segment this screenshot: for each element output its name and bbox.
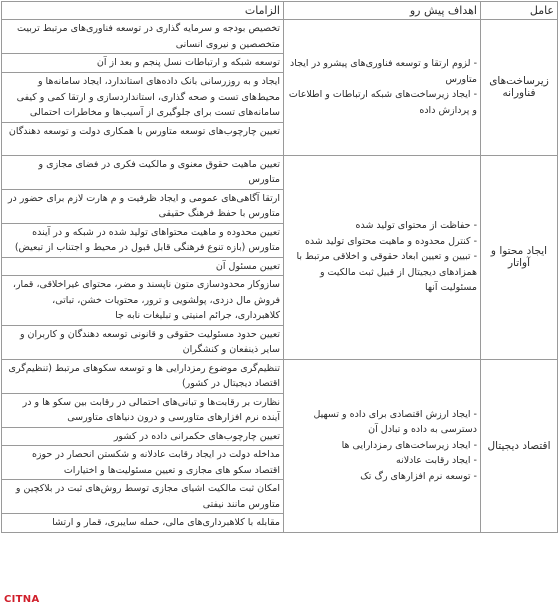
header-factor: عامل [481, 2, 558, 20]
table-row [2, 155, 558, 189]
goals-cell [284, 155, 481, 359]
requirement-cell: تنظیم‌گری موضوع رمزدارایی ها و توسعه سکوهای مرتبط (تنظیم‌گری اقتصاد دیجیتال در کشور) [2, 359, 284, 393]
requirement-cell: ارتقا آگاهی‌های عمومی و ایجاد ظرفیت و م هارت لازم برای حضور در متاورس با حفظ فرهنگ حقیقی [2, 189, 284, 223]
goal-item: - حفاظت از محتوای تولید شده [355, 220, 477, 232]
requirement-cell: مقابله با کلاهبرداری‌های مالی، حمله سایبری، قمار و ارتشا [2, 514, 284, 533]
goals-cell [284, 359, 481, 532]
requirement-cell: تعیین مسئول آن [2, 257, 284, 276]
requirement-cell: نظارت بر رقابت‌ها و تبانی‌های احتمالی در رقابت بین سکو ها و در آینده نرم افزارهای متاورسی و درون دنیاهای متاورسی [2, 393, 284, 427]
header-goals: اهداف پیش رو [284, 2, 481, 20]
requirement-cell: تخصیص بودجه و سرمایه گذاری در توسعه فناوری‌های مرتبط تربیت متخصصین و نیروی انسانی [2, 20, 284, 54]
requirement-cell: تعیین چارچوب‌های توسعه متاورس با همکاری دولت و توسعه دهندگان [2, 122, 284, 155]
goal-item: - کنترل محدوده و ماهیت محتوای تولید شده [304, 235, 477, 247]
goal-item: - تبیین و تعیین ابعاد حقوقی و اخلاقی مرتبط با همزادهای دیجیتال از قبیل ثبت مالکیت و مسئولیت آنها [296, 251, 477, 294]
factor-cell: ایجاد محتوا و آواتار [481, 155, 558, 359]
factor-cell: زیرساخت‌های فناورانه [481, 20, 558, 156]
requirement-cell: تعیین ماهیت حقوق معنوی و مالکیت فکری در فضای مجازی و متاورس [2, 155, 284, 189]
goals-cell [284, 20, 481, 156]
requirements-table [1, 1, 558, 533]
goal-item: - ایجاد زیرساخت‌های شبکه ارتباطات و اطلاعات و پردازش داده [288, 89, 477, 116]
requirement-cell: توسعه شبکه و ارتباطات نسل پنجم و بعد از آن [2, 54, 284, 73]
goal-item: - ایجاد ارزش اقتصادی برای داده و تسهیل دسترسی به داده و تبادل آن [313, 408, 477, 436]
goal-item: - لزوم ارتقا و توسعه فناوری‌های پیشرو در ایجاد متاورس [290, 58, 477, 85]
table-header-row [2, 2, 558, 20]
requirement-cell: تعیین محدوده و ماهیت محتواهای تولید شده در شبکه و در آینده متاورس (بازه تنوع فرهنگی قابل قبول در محیط و اجتناب از تبعیض) [2, 223, 284, 257]
goal-item: - توسعه نرم افزارهای رگ تک [360, 470, 477, 482]
header-requirements: الزامات [2, 2, 284, 20]
requirement-cell: تعیین حدود مسئولیت حقوقی و قانونی توسعه دهندگان و کاربران و سایر ذینفعان و کنشگران [2, 325, 284, 359]
factor-cell: اقتصاد دیجیتال [481, 359, 558, 532]
table-row [2, 20, 558, 54]
requirement-cell: ایجاد و به روزرسانی بانک داده‌های استاندارد، ایجاد سامانه‌ها و محیط‌های تست و صحه گذاری، استانداردسازی و ارتقا کمی و کیفی سامانه‌های تست برای جلوگیری از آسیب‌ها و مخاطرات احتمالی [2, 73, 284, 123]
citna-logo: CITNA [4, 594, 40, 605]
goal-item: - ایجاد زیرساخت‌های رمزدارایی ها [341, 439, 477, 451]
table-row [2, 359, 558, 393]
requirement-cell: سازوکار محدودسازی متون ناپسند و مضر، محتوای غیراخلاقی، قمار، فروش مال دزدی، پولشویی و ترور، محتویات خشن، تباتی، کلاهبرداری، جرائم امنیتی و تبلیغات نابه جا [2, 276, 284, 326]
goal-item: - ایجاد رقابت عادلانه [396, 455, 477, 467]
requirement-cell: مداخله دولت در ایجاد رقابت عادلانه و شکستن انحصار در حوزه اقتصاد سکو های مجازی و تعیین مسئولیت‌ها و اختیارات [2, 446, 284, 480]
requirement-cell: امکان ثبت مالکیت اشیای مجازی توسط روش‌های ثبت در بلاکچین و متاورس مانند نیفتی [2, 480, 284, 514]
requirement-cell: تعیین چارچوب‌های حکمرانی داده در کشور [2, 427, 284, 446]
